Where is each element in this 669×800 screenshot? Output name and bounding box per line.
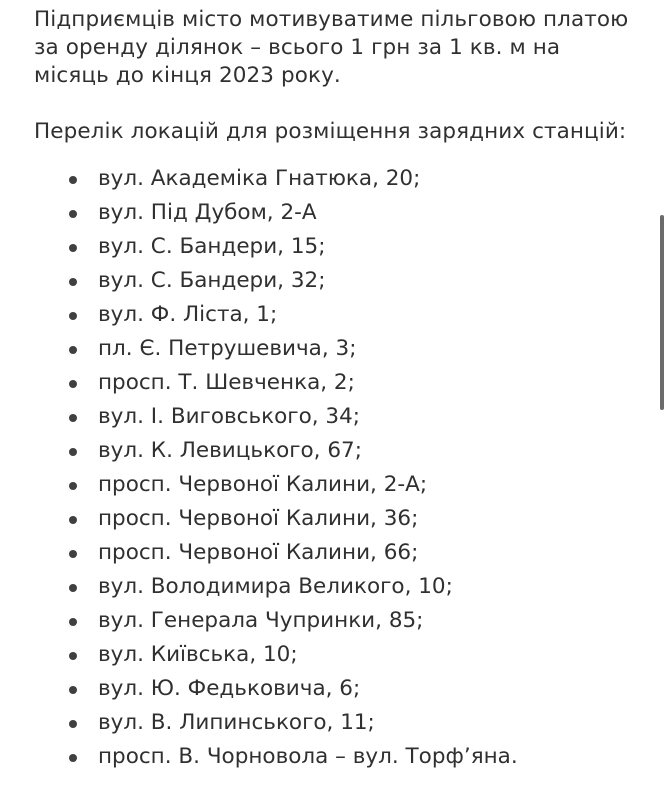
article-body	[34, 6, 634, 774]
bullet-icon	[69, 380, 77, 388]
vertical-scrollbar[interactable]	[660, 215, 664, 410]
location-text: вул. Ю. Федьковича, 6;	[98, 676, 361, 701]
location-text: просп. Червоної Калини, 36;	[98, 506, 419, 531]
bullet-icon	[69, 720, 77, 728]
location-text: вул. Під Дубом, 2-А	[98, 200, 317, 225]
bullet-icon	[69, 312, 77, 320]
bullet-icon	[69, 754, 77, 762]
location-text: вул. Генерала Чупринки, 85;	[98, 608, 424, 633]
bullet-icon	[69, 278, 77, 286]
bullet-icon	[69, 482, 77, 490]
location-item	[34, 400, 634, 434]
location-item	[34, 196, 634, 230]
bullet-icon	[69, 584, 77, 592]
location-item	[34, 706, 634, 740]
location-text: вул. Володимира Великого, 10;	[98, 574, 453, 599]
bullet-icon	[69, 618, 77, 626]
locations-list	[34, 162, 634, 774]
location-item	[34, 740, 634, 774]
bullet-icon	[69, 686, 77, 694]
bullet-icon	[69, 448, 77, 456]
intro-paragraph: Підприємців місто мотивуватиме пільговою платою за оренду ділянок – всього 1 грн за 1 кв. м на місяць до кінця 2023 року.	[34, 7, 629, 88]
location-item	[34, 298, 634, 332]
location-item	[34, 264, 634, 298]
locations-heading: Перелік локацій для розміщення зарядних станцій:	[34, 119, 627, 144]
location-item	[34, 468, 634, 502]
location-text: вул. С. Бандери, 15;	[98, 234, 326, 259]
bullet-icon	[69, 550, 77, 558]
location-text: вул. Ф. Ліста, 1;	[98, 302, 278, 327]
location-text: просп. Червоної Калини, 2-А;	[98, 472, 428, 497]
location-item	[34, 604, 634, 638]
bullet-icon	[69, 176, 77, 184]
bullet-icon	[69, 244, 77, 252]
location-text: вул. Академіка Гнатюка, 20;	[98, 166, 421, 191]
location-text: вул. С. Бандери, 32;	[98, 268, 326, 293]
bullet-icon	[69, 652, 77, 660]
bullet-icon	[69, 414, 77, 422]
location-text: вул. І. Виговського, 34;	[98, 404, 361, 429]
location-text: вул. Київська, 10;	[98, 642, 298, 667]
location-text: вул. К. Левицького, 67;	[98, 438, 362, 463]
location-text: просп. В. Чорновола – вул. Торф’яна.	[98, 744, 518, 769]
bullet-icon	[69, 210, 77, 218]
location-item	[34, 672, 634, 706]
location-text: просп. Т. Шевченка, 2;	[98, 370, 355, 395]
location-item	[34, 536, 634, 570]
location-item	[34, 366, 634, 400]
location-text: пл. Є. Петрушевича, 3;	[98, 336, 357, 361]
location-item	[34, 638, 634, 672]
location-item	[34, 230, 634, 264]
bullet-icon	[69, 516, 77, 524]
location-item	[34, 570, 634, 604]
location-item	[34, 434, 634, 468]
bullet-icon	[69, 346, 77, 354]
location-item	[34, 502, 634, 536]
location-item	[34, 332, 634, 366]
location-text: вул. В. Липинського, 11;	[98, 710, 375, 735]
location-text: просп. Червоної Калини, 66;	[98, 540, 419, 565]
location-item	[34, 162, 634, 196]
